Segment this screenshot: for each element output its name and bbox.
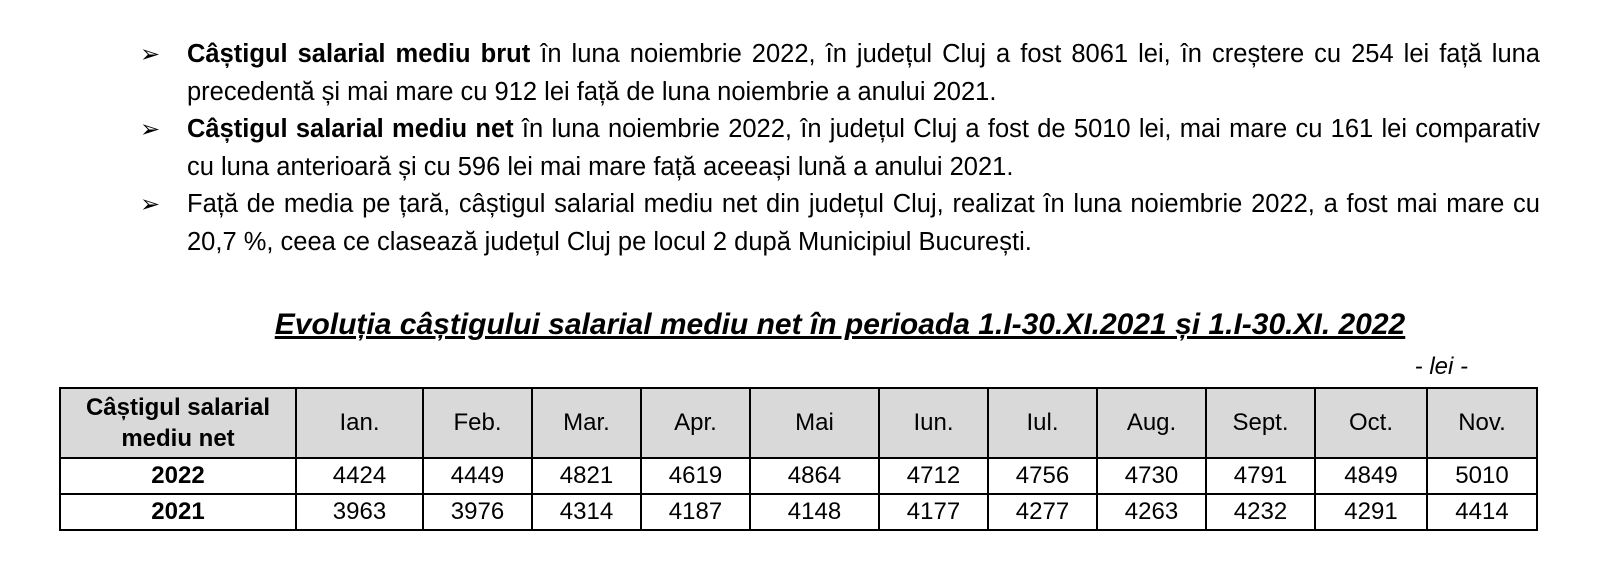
value-cell: 5010 [1427,458,1537,494]
unit-label: - lei - [1414,353,1468,380]
bullet-bold-text: Câștigul salarial mediu brut [187,40,531,68]
corner-header: Câștigul salarial mediu net [60,388,296,458]
year-cell: 2021 [60,494,296,530]
value-cell: 4291 [1315,494,1427,530]
value-cell: 4791 [1206,458,1315,494]
value-cell: 4756 [988,458,1097,494]
month-header: Mar. [532,388,641,458]
month-header: Aug. [1097,388,1206,458]
table-row [60,458,1537,494]
month-header: Iun. [879,388,988,458]
value-cell: 4864 [750,458,879,494]
month-header: Mai [750,388,879,458]
value-cell: 4449 [423,458,532,494]
value-cell: 4619 [641,458,750,494]
value-cell: 4414 [1427,494,1537,530]
value-cell: 3976 [423,494,532,530]
bullet-item [140,36,1540,111]
value-cell: 4187 [641,494,750,530]
month-header: Ian. [296,388,423,458]
arrow-bullet-icon: ➢ [140,116,161,143]
bullet-list [140,36,1540,261]
value-cell: 4177 [879,494,988,530]
value-cell: 4424 [296,458,423,494]
year-cell: 2022 [60,458,296,494]
value-cell: 4148 [750,494,879,530]
month-header: Feb. [423,388,532,458]
month-header: Sept. [1206,388,1315,458]
table-header-row [60,388,1537,458]
value-cell: 4821 [532,458,641,494]
month-header: Iul. [988,388,1097,458]
table-row [60,494,1537,530]
value-cell: 3963 [296,494,423,530]
value-cell: 4712 [879,458,988,494]
value-cell: 4849 [1315,458,1427,494]
value-cell: 4232 [1206,494,1315,530]
bullet-item [140,111,1540,186]
table-title: Evoluția câștigului salarial mediu net în perioada 1.I-30.XI.2021 și 1.I-30.XI. 2022 [274,308,1406,341]
value-cell: 4277 [988,494,1097,530]
bullet-text: în luna noiembrie 2022, în județul Cluj a fost de 5010 lei, mai mare cu 161 lei comparativ cu luna anterioară și cu 596 lei mai mare față aceeași lună a anului 2021. [187,115,1540,181]
month-header: Nov. [1427,388,1537,458]
month-header: Oct. [1315,388,1427,458]
salary-table [59,387,1538,531]
value-cell: 4314 [532,494,641,530]
bullet-text: în luna noiembrie 2022, în județul Cluj a fost 8061 lei, în creștere cu 254 lei față luna precedentă și mai mare cu 912 lei față de luna noiembrie a anului 2021. [187,40,1540,106]
bullet-item [140,186,1540,261]
bullet-bold-text: Câștigul salarial mediu net [187,115,514,143]
value-cell: 4730 [1097,458,1206,494]
bullet-text: Față de media pe țară, câștigul salarial mediu net din județul Cluj, realizat în luna noiembrie 2022, a fost mai mare cu 20,7 %, ceea ce clasează județul Cluj pe locul 2 după Municipiul București. [187,190,1540,256]
arrow-bullet-icon: ➢ [140,41,161,68]
value-cell: 4263 [1097,494,1206,530]
arrow-bullet-icon: ➢ [140,191,161,218]
month-header: Apr. [641,388,750,458]
